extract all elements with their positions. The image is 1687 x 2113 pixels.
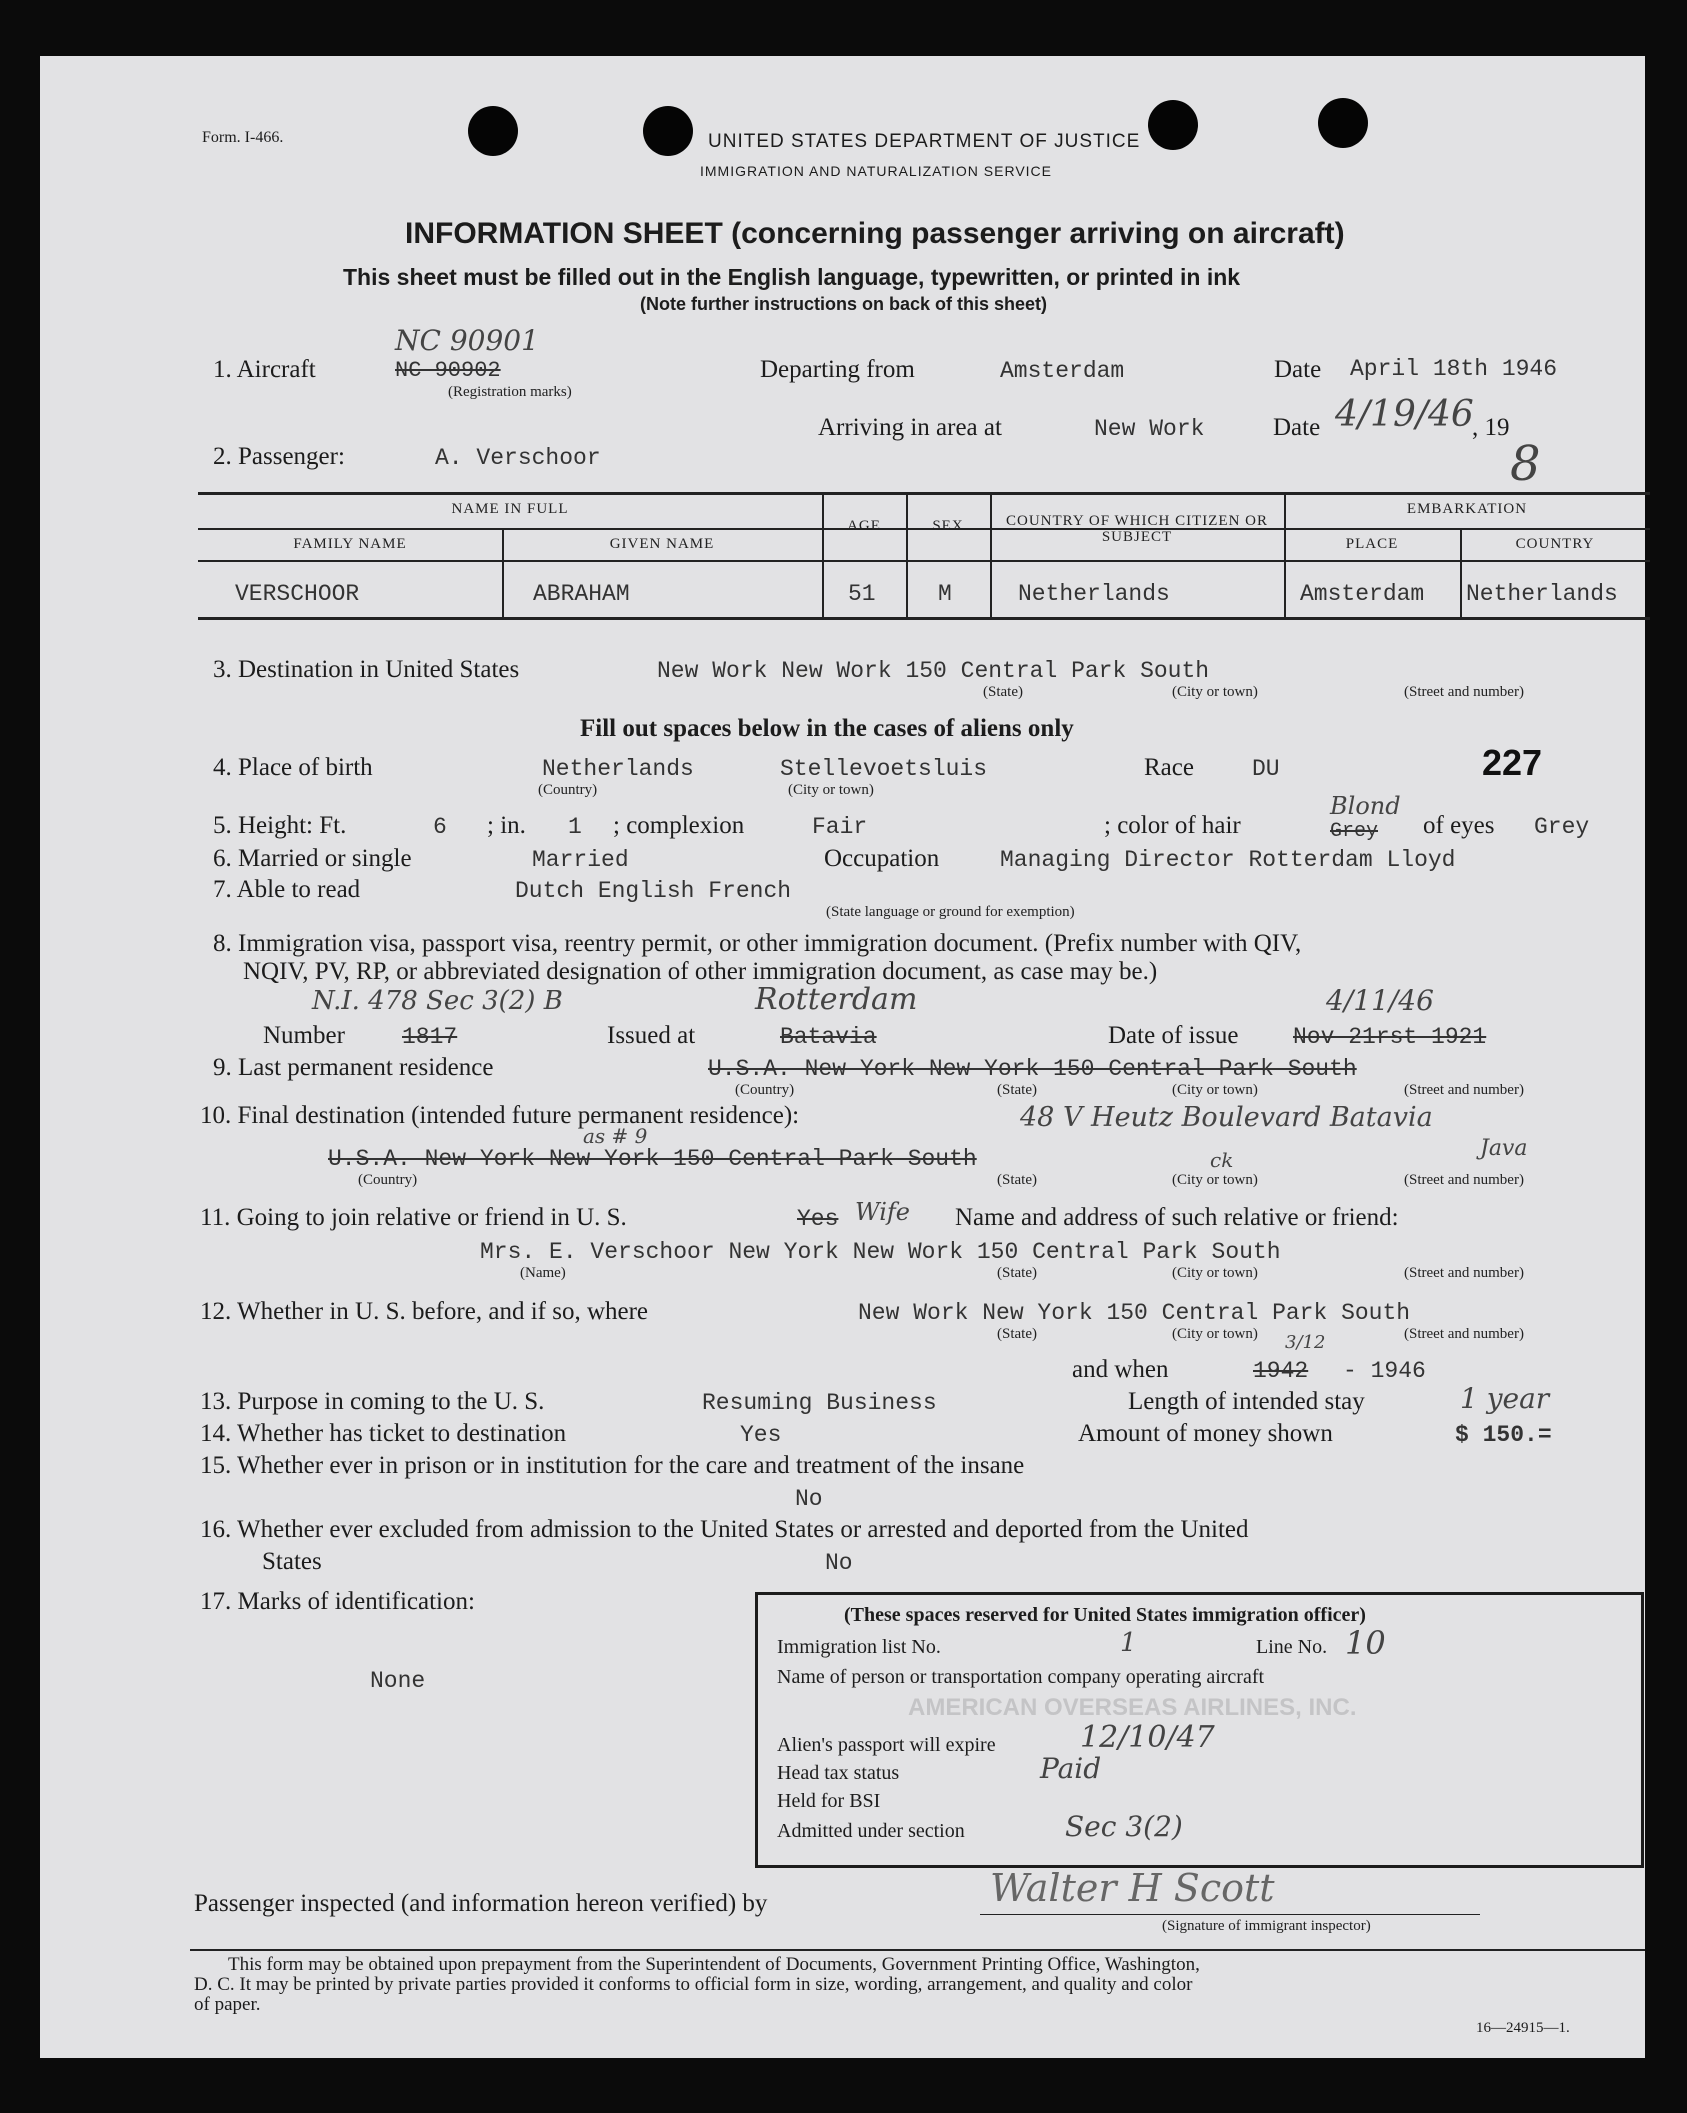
wife-handwritten: Wife [855,1198,911,1226]
excluded-value: No [825,1550,853,1576]
bsi-label: Held for BSI [777,1790,881,1812]
head-tax-value: Paid [1040,1752,1102,1785]
footer-line-2: D. C. It may be printed by private parties provided it conforms to official form in size, wording, arrangement, and quality and color [194,1974,1193,1995]
form-number: Form. I-466. [202,129,284,146]
join-relative-label: 11. Going to join relative or friend in U. S. [200,1204,627,1231]
line-no-value: 10 [1345,1624,1386,1662]
passport-expiry-label: Alien's passport will expire [777,1734,996,1756]
occupation-label: Occupation [824,845,940,872]
passenger-name: A. Verschoor [435,445,601,471]
when-label: and when [1072,1356,1169,1383]
date-value: April 18th 1946 [1350,356,1558,382]
family-name-header: FAMILY NAME [293,536,407,552]
purpose-label: 13. Purpose in coming to the U. S. [200,1388,545,1415]
embarkation-country-header: COUNTRY [1515,536,1595,552]
java-handwritten: Java [1480,1136,1528,1161]
language-caption: (State language or ground for exemption) [826,904,1075,920]
ck-handwritten: ck [1210,1148,1234,1172]
inspection-label: Passenger inspected (and information hereon verified) by [194,1890,768,1917]
instructions-note: (Note further instructions on back of this sheet) [640,294,1048,314]
issued-at-struck: Batavia [780,1024,877,1050]
issue-date-handwritten: 4/11/46 [1326,984,1434,1017]
inspector-signature: Walter H Scott [990,1866,1275,1910]
relative-name-label: Name and address of such relative or friend: [955,1204,1399,1231]
birth-country: Netherlands [542,756,694,782]
birth-city: Stellevoetsluis [780,756,988,782]
when-to: - 1946 [1343,1358,1426,1384]
punch-hole [1148,100,1198,150]
final-destination-struck: U.S.A. New York New York 150 Central Park South [328,1146,977,1172]
read-value: Dutch English French [515,878,792,904]
issue-date-label: Date of issue [1108,1022,1239,1049]
final-destination-label: 10. Final destination (intended future permanent residence): [200,1102,800,1129]
given-name-header: GIVEN NAME [609,536,715,552]
embarkation-header: EMBARKATION [1406,501,1528,517]
line-no-label: Line No. [1256,1636,1328,1658]
visa-label-cont: NQIV, PV, RP, or abbreviated designation of other immigration document, as case may be.) [243,958,1158,985]
aliens-heading: Fill out spaces below in the cases of aliens only [580,715,1074,742]
city-caption: (City or town) [788,782,874,798]
date2-suffix: , 19 [1472,414,1510,441]
number-label: Number [263,1022,345,1049]
signature-caption: (Signature of immigrant inspector) [1162,1918,1371,1934]
excluded-label-cont: States [262,1548,322,1575]
birthplace-label: 4. Place of birth [213,754,373,781]
eyes-label: of eyes [1423,812,1495,839]
number-struck: 1817 [402,1024,458,1050]
name-in-full-header: NAME IN FULL [451,501,569,517]
embarkation-country-cell: Netherlands [1466,581,1618,607]
relative-value: Mrs. E. Verschoor New York New Work 150 Central Park South [480,1239,1281,1265]
form-code: 16—24915—1. [1476,2020,1570,2036]
punch-hole [643,106,693,156]
stamp-number: 227 [1482,742,1543,783]
ticket-label: 14. Whether has ticket to destination [200,1420,567,1447]
departing-value: Amsterdam [1000,358,1125,384]
list-no-label: Immigration list No. [777,1636,941,1658]
marital-value: Married [532,847,629,873]
name-caption: (Name) [520,1265,566,1281]
occupation-value: Managing Director Rotterdam Lloyd [1000,847,1456,873]
complexion-value: Fair [812,814,868,840]
hair-handwritten: Blond [1330,792,1401,820]
height-label: 5. Height: Ft. [213,812,347,839]
money-label: Amount of money shown [1078,1420,1333,1447]
excluded-label: 16. Whether ever excluded from admission to the United States or arrested and deported from the United [200,1516,1249,1543]
city-caption: (City or town) [1172,1082,1258,1098]
city-caption: (City or town) [1172,1326,1258,1342]
embarkation-place-cell: Amsterdam [1300,581,1425,607]
read-label: 7. Able to read [213,876,361,903]
registration-caption: (Registration marks) [448,384,572,400]
height-in: 1 [568,814,582,840]
destination-label: 3. Destination in United States [213,656,520,683]
arriving-label: Arriving in area at [818,414,1002,441]
sex-header: SEX [932,518,964,534]
company-label: Name of person or transportation company operating aircraft [777,1666,1265,1688]
join-yes-struck: Yes [797,1206,839,1232]
state-caption: (State) [983,684,1023,700]
country-caption: (Country) [538,782,598,798]
city-caption: (City or town) [1172,1172,1258,1188]
marks-value: None [370,1668,426,1694]
section-value: Sec 3(2) [1065,1810,1183,1843]
head-tax-label: Head tax status [777,1762,900,1784]
aircraft-reg-struck: NC 90902 [395,358,501,383]
citizen-country-cell: Netherlands [1018,581,1170,607]
department-name: UNITED STATES DEPARTMENT OF JUSTICE [708,131,1141,152]
complexion-label: ; complexion [613,812,745,839]
street-caption: (Street and number) [1404,1326,1524,1342]
given-name-cell: ABRAHAM [533,581,630,607]
service-name: IMMIGRATION AND NATURALIZATION SERVICE [700,163,1052,179]
country-caption: (Country) [735,1082,795,1098]
date-label: Date [1274,356,1322,383]
sex-cell: M [938,581,952,607]
age-header: AGE [847,518,881,534]
issue-date-struck: Nov 21rst 1921 [1293,1024,1487,1050]
section-label: Admitted under section [777,1820,965,1842]
family-name-cell: VERSCHOOR [235,581,360,607]
state-caption: (State) [997,1265,1037,1281]
stay-length-label: Length of intended stay [1128,1388,1365,1415]
street-caption: (Street and number) [1404,1265,1524,1281]
company-stamp: AMERICAN OVERSEAS AIRLINES, INC. [908,1694,1357,1721]
issued-at-handwritten: Rotterdam [755,982,918,1017]
ticket-value: Yes [740,1422,782,1448]
final-destination-handwritten: 48 V Heutz Boulevard Batavia [1020,1102,1433,1133]
last-residence-label: 9. Last permanent residence [213,1054,494,1081]
race-value: DU [1252,756,1280,782]
passport-expiry-value: 12/10/47 [1080,1720,1215,1755]
street-caption: (Street and number) [1404,1172,1524,1188]
departing-label: Departing from [760,356,915,383]
height-ft: 6 [433,814,447,840]
visa-label: 8. Immigration visa, passport visa, reentry permit, or other immigration document. (Prefix number with QIV, [213,930,1302,957]
previous-visit-value: New Work New York 150 Central Park South [858,1300,1411,1326]
embarkation-place-header: PLACE [1345,536,1399,552]
state-caption: (State) [997,1326,1037,1342]
city-caption: (City or town) [1172,684,1258,700]
street-caption: (Street and number) [1404,684,1524,700]
footer-line-1: This form may be obtained upon prepayment from the Superintendent of Documents, Government Printing Office, Washington, [228,1954,1200,1975]
prison-value: No [795,1486,823,1512]
punch-hole [468,106,518,156]
form-sheet [40,56,1645,2058]
marks-label: 17. Marks of identification: [200,1588,475,1615]
handwritten-mark: 8 [1510,436,1541,492]
when-from-struck: 1942 [1253,1358,1309,1384]
visa-number-handwritten: N.I. 478 Sec 3(2) B [312,986,563,1016]
state-caption: (State) [997,1172,1037,1188]
arriving-value: New Work [1094,416,1205,442]
citizen-country-header: COUNTRY OF WHICH CITIZEN OR SUBJECT [1006,513,1268,545]
passenger-label: 2. Passenger: [213,443,345,470]
hair-struck: Grey [1330,820,1379,843]
officer-box-title: (These spaces reserved for United States immigration officer) [844,1604,1366,1626]
eyes-value: Grey [1534,814,1590,840]
destination-value: New Work New Work 150 Central Park South [657,658,1210,684]
race-label: Race [1144,754,1194,781]
date2-handwritten: 4/19/46 [1335,394,1474,435]
hair-label: ; color of hair [1104,812,1241,839]
page-subtitle: This sheet must be filled out in the English language, typewritten, or printed in ink [343,264,1241,290]
when-handwritten: 3/12 [1285,1332,1326,1353]
list-no-value: 1 [1120,1628,1137,1658]
as-nine-handwritten: as # 9 [583,1124,648,1148]
date2-label: Date [1273,414,1321,441]
street-caption: (Street and number) [1404,1082,1524,1098]
age-cell: 51 [848,581,876,607]
punch-hole [1318,98,1368,148]
footer-line-3: of paper. [194,1994,261,2015]
aircraft-reg-handwritten: NC 90901 [395,324,539,357]
last-residence-struck: U.S.A. New York New York 150 Central Park South [708,1056,1357,1082]
aircraft-label: 1. Aircraft [213,356,316,383]
stay-length-handwritten: 1 year [1460,1382,1550,1415]
city-caption: (City or town) [1172,1265,1258,1281]
purpose-value: Resuming Business [702,1390,937,1416]
page-title: INFORMATION SHEET (concerning passenger arriving on aircraft) [405,217,1345,250]
marital-label: 6. Married or single [213,845,412,872]
previous-visit-label: 12. Whether in U. S. before, and if so, where [200,1298,649,1325]
prison-label: 15. Whether ever in prison or in institution for the care and treatment of the insane [200,1452,1025,1479]
money-value: $ 150.= [1455,1422,1552,1448]
inches-label: ; in. [487,812,526,839]
state-caption: (State) [997,1082,1037,1098]
issued-at-label: Issued at [607,1022,696,1049]
country-caption: (Country) [358,1172,418,1188]
